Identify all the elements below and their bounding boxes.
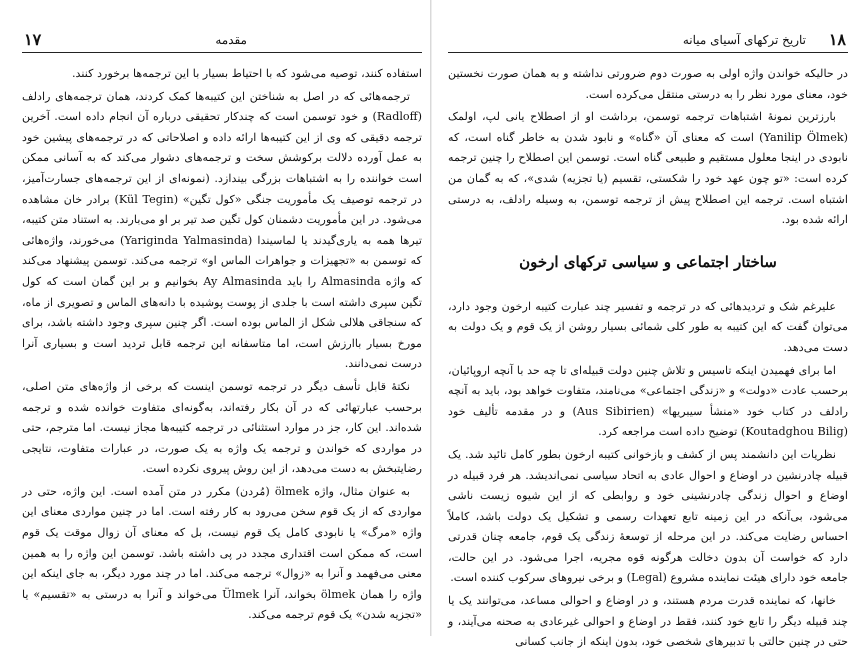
- right-page-body: [448, 64, 848, 653]
- book-gutter: [430, 0, 432, 636]
- paragraph: استفاده کنند، توصیه می‌شود که با احتیاط بسیار با این ترجمه‌ها برخورد کنند.: [72, 67, 422, 80]
- paragraph: نکتهٔ قابل تأسف دیگر در ترجمه توسمن اینست که برخی از واژه‌های متن اصلی، برحسب عبارتهائی که در آن بکار رفته‌اند، به‌گونه‌ای متفاوت خوانده شده و ترجمه شده‌اند. این کار، جز در موارد استثنائی در ترجمه کتیبه‌ها مجاز نیست. اما مترجم، حتی در مواردی که خواندن و ترجمه یک واژه به یک صورت، در عبارات متفاوت، نتایجی رضایتبخش به دست می‌دهد، از این روش پیروی نکرده است.: [22, 379, 422, 476]
- paragraph: خانها، که نماینده قدرت مردم هستند، و در اوضاع و احوالی مساعد، می‌توانند یک یا چند قبیله دیگر را تابع خود کنند، فقط در اوضاع و احوالی غیرعادی به صحنه می‌آیند، و حتی در چنین حالتی با تدبیرهای شخصی خود، بدون اینکه از جانب کسانی: [448, 594, 848, 649]
- paragraph: اما برای فهمیدن اینکه تاسیس و تلاش چنین دولت قبیله‌ای تا چه حد با آنچه اروپائیان، برحسب عادت «دولت» و «زندگی اجتماعی» می‌نامند، متفاوت خواهد بود، باید به آنچه رادلف در کتاب خود «منشأ سیبریها» (Aus Sibirien) و در مقدمه تألیف خود (Koutadghou Bilig) توضیح داده است مراجعه کرد.: [448, 363, 848, 439]
- left-page-header: [22, 30, 422, 53]
- right-page: [448, 30, 849, 649]
- running-title: مقدمه: [215, 33, 247, 47]
- paragraph: به عنوان مثال، واژه ölmek (مُردن) مکرر در متن آمده است. این واژه، حتی در مواردی که از یک قوم سخن می‌رود به کار رفته است. اما در چنین مواردی معنای این واژه «مرگ» یا نابودی کامل یک قوم نیست، بل که معنای آن زوال موقت یک قوم است، که ممکن است اقتداری مجدد در پی داشته باشد. توسمن این واژه را به همین معنی می‌فهمد و آنرا به «زوال» ترجمه می‌کند. اما در چند مورد دیگر، به جای اینکه این واژه را همان ölmek بخواند، آنرا Ülmek می‌خواند و آنرا به درستی به «تقسیم» یا «تجزیه شدن» یک قوم ترجمه می‌کند.: [22, 484, 423, 622]
- paragraph: ترجمه‌هائی که در اصل به شناختن این کتیبه‌ها کمک کردند، همان ترجمه‌های رادلف (Radloff) و خود توسمن است که چندکار تحقیقی درباره آن انجام داده است. آخرین ترجمه دقیقی که وی از این کتیبه‌ها ارائه داده و اصلاحاتی که در ترجمه‌های پیشین خود به عمل آورده دلالت برکوشش سخت و ترجمه‌های دشوار می‌کند که به آسانی ممکن است خواننده را به اشتباهات بزرگی بیندازد. (نمونه‌ای از این ترجمه‌های جسارت‌آمیز، در ترجمه توصیف یک مأموریت جنگی «کول تگین» (Kül Tegin) برادر خان مشاهده می‌شود. در این مأموریت دشمنان کول تگین صد تیر بر او می‌بارند. به استناد متن کتیبه، تیرها همه به یاری‌گیدند یا لماسیندا (Yariginda Yalmasinda) می‌خورند، واژه‌هائی که توسمن به «تجهیزات و جواهرات الماس او» ترجمه می‌کند. توسمن پیشنهاد می‌کند که واژه Almasinda را باید Ay Almasinda بخوانیم و بر این گمان است که کول تگین سپری داشته است با جلدی از پوست پوشیده با دانه‌های الماس و تصویری از ماه، که سنجاقی هلالی شکل از الماس بوده است. اگر چنین سپری وجود داشته باشد، برای مورخ بسیار باارزش است، اما متاسفانه این ترجمه قابل تردید است و بسیاری آنرا درست نمی‌دانند.: [22, 89, 423, 371]
- paragraph: نظریات این دانشمند پس از کشف و بازخوانی کتیبه ارخون بطور کامل تائید شد. یک قبیله چادرنشین در اوضاع و احوال عادی به اتحاد سیاسی نمی‌اندیشد. هر فرد قبیله در اوضاع و احوال زندگی چادرنشینی خود و روابطی که از این شیوه زیست ناشی می‌شود، بی‌آنکه در این زمینه تابع تعهدات رسمی و تشکیل یک دولت باشد، کاملاً احساس رضایت می‌کند. در این مرحله از توسعهٔ زندگی یک قوم، جامعه چنان قدرتی دارد که خواست آن بدون دخالت هرگونه قوه مجریه، اجرا می‌شود. در این حالت، جامعه خود دارای هیئت نماینده مشروع (Legal) و برخی نیروهای سرکوب کننده است.: [448, 447, 848, 585]
- paragraph: بارزترین نمونهٔ اشتباهات ترجمه توسمن، برداشت او از اصطلاح یانی لپ، اولمک (Yanilip Ölmek) است که معنای آن «گناه» و نابود شدن به خاطر گناه است، که نابودی در اینجا معلول مستقیم و طبیعی گناه است. توسمن این اصطلاح را چنین ترجمه کرده است: «تو چون عهد خود را شکستی، تقسیم (یا تجزیه) شدی»، که به گمان من اشتباه است. ترجمه این اصطلاح پیش از ترجمه توسمن، به وسیله رادلف، به درستی ارائه شده بود.: [448, 110, 849, 227]
- left-page: [22, 30, 422, 630]
- paragraph: در حالیکه خواندن واژه اولی به صورت دوم ضرورتی نداشته و به همان صورت نخستین خود، معنای مورد نظر را به درستی منتقل می‌کرده است.: [448, 67, 848, 101]
- right-page-header: [448, 30, 848, 53]
- left-page-body: [22, 64, 422, 626]
- page-number: ۱۷: [24, 30, 42, 49]
- section-heading: ساختار اجتماعی و سیاسی ترکهای ارخون: [519, 252, 777, 271]
- running-title: تاریخ ترکهای آسیای میانه: [682, 33, 806, 47]
- page-number: ۱۸: [828, 30, 846, 49]
- paragraph: علیرغم شک و تردیدهائی که در ترجمه و تفسیر چند عبارت کتیبه ارخون وجود دارد، می‌توان گفت که این کتیبه به طور کلی شمائی بسیار روشن از یک قوم و یک دولت به دست می‌دهد.: [448, 299, 848, 354]
